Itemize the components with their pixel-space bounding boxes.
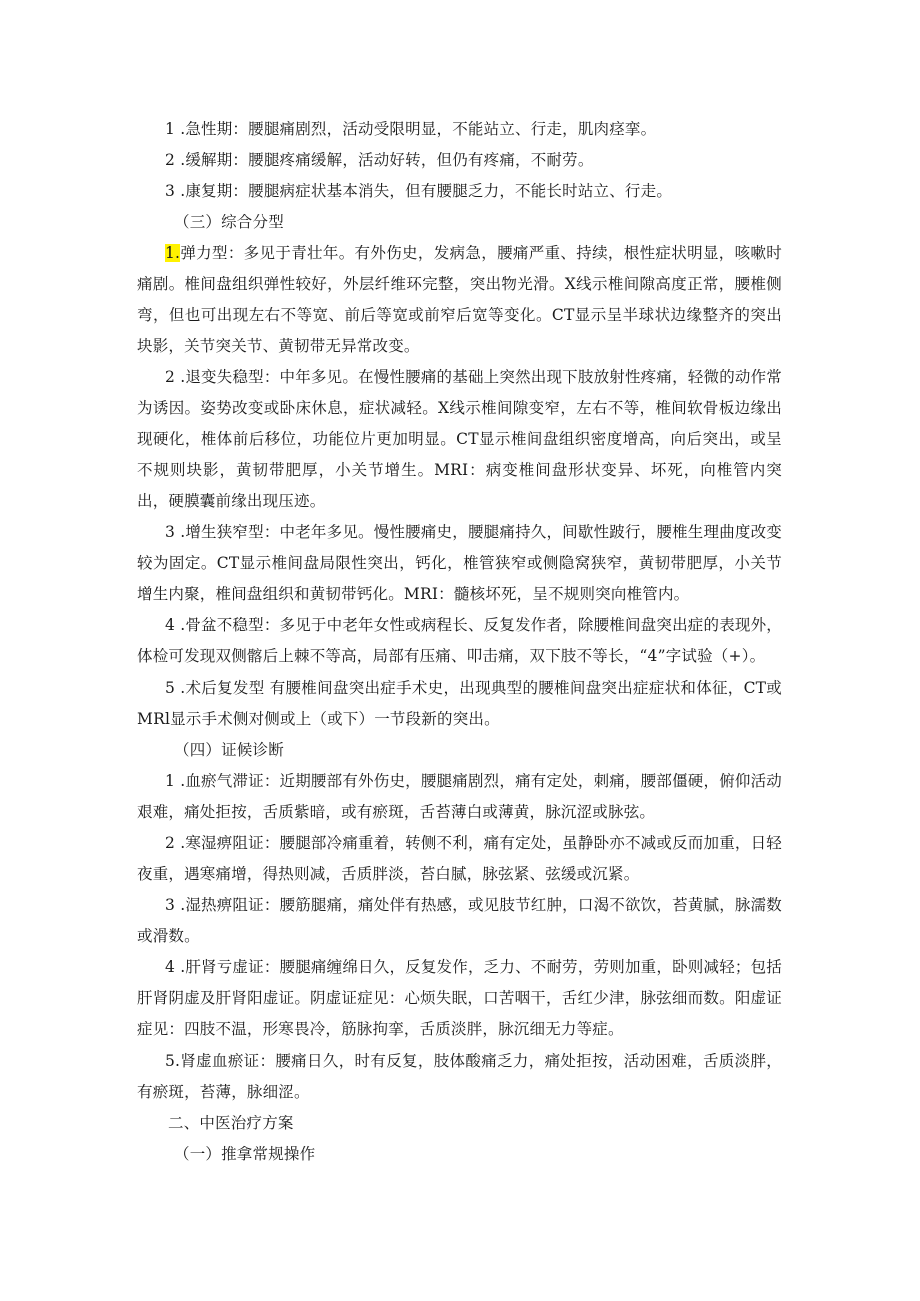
chapter-heading-2: 二、中医治疗方案: [168, 1114, 294, 1132]
syndrome-cold-damp: 2 .寒湿痹阻证：腰腿部冷痛重着，转侧不利，痛有定处，虽静卧亦不减或反而加重，日轻夜重，遇寒痛增，得热则减，舌质胖淡，苔白腻，脉弦紧、弦缓或沉紧。: [137, 834, 782, 883]
subsection-heading-1: （一）推拿常规操作: [174, 1145, 316, 1163]
section-heading-4: （四）证候诊断: [174, 741, 284, 759]
type-pelvic: 4 .骨盆不稳型：多见于中老年女性或病程长、反复发作者，除腰椎间盘突出症的表现外，体检可发现双侧髂后上棘不等高，局部有压痛、叩击痛，双下肢不等长，“4”字试验（+）。: [137, 616, 782, 665]
section-heading-3: （三）综合分型: [174, 213, 284, 231]
syndrome-liver-kidney: 4 .肝肾亏虚证：腰腿痛缠绵日久，反复发作，乏力、不耐劳，劳则加重，卧则减轻；包括肝肾阴虚及肝肾阳虚证。阴虚证症见：心烦失眠，口苦咽干，舌红少津，脉弦细而数。阳虚证症见：四肢不温，形寒畏冷，筋脉拘挛，舌质淡胖，脉沉细无力等症。: [137, 958, 782, 1038]
type-elastic-text: 弹力型：多见于青壮年。有外伤史，发病急，腰痛严重、持续，根性症状明显，咳嗽时痛剧。椎间盘组织弹性较好，外层纤维环完整，突出物光滑。X线示椎间隙高度正常，腰椎侧弯，但也可出现左右不等宽、前后等宽或前窄后宽等变化。CT显示呈半球状边缘整齐的突出块影，关节突关节、黄韧带无异常改变。: [137, 244, 782, 355]
type-degenerative: 2 .退变失稳型：中年多见。在慢性腰痛的基础上突然出现下肢放射性疼痛，轻微的动作常为诱因。姿势改变或卧床休息，症状减轻。X线示椎间隙变窄，左右不等，椎间软骨板边缘出现硬化，椎体前后移位，功能位片更加明显。CT显示椎间盘组织密度增高，向后突出，或呈不规则块影，黄韧带肥厚，小关节增生。MRI：病变椎间盘形状变异、坏死，向椎管内突出，硬膜囊前缘出现压迹。: [137, 368, 782, 510]
type-recurrence: 5 .术后复发型 有腰椎间盘突出症手术史，出现典型的腰椎间盘突出症症状和体征，CT或MRl显示手术侧对侧或上（或下）一节段新的突出。: [137, 679, 782, 728]
syndrome-damp-heat: 3 .湿热痹阻证：腰筋腿痛，痛处伴有热感，或见肢节红肿，口渴不欲饮，苔黄腻，脉濡数或滑数。: [137, 896, 782, 945]
stage-remission: 2 .缓解期：腰腿疼痛缓解，活动好转，但仍有疼痛，不耐劳。: [165, 151, 594, 169]
type-elastic: [137, 238, 782, 362]
highlight-mark: 1.: [165, 244, 181, 262]
type-stenosis: 3 .增生狭窄型：中老年多见。慢性腰痛史，腰腿痛持久，间歇性跛行，腰椎生理曲度改变较为固定。CT显示椎间盘局限性突出，钙化，椎管狭窄或侧隐窝狭窄，黄韧带肥厚，小关节增生内聚，椎间盘组织和黄韧带钙化。MRI：髓核坏死，呈不规则突向椎管内。: [137, 523, 782, 603]
syndrome-blood-stasis: 1 .血瘀气滞证：近期腰部有外伤史，腰腿痛剧烈，痛有定处，刺痛，腰部僵硬，俯仰活动艰难，痛处拒按，舌质紫暗，或有瘀斑，舌苔薄白或薄黄，脉沉涩或脉弦。: [137, 772, 782, 821]
syndrome-kidney-stasis: 5.肾虚血瘀证：腰痛日久，时有反复，肢体酸痛乏力，痛处拒按，活动困难，舌质淡胖，有瘀斑，苔薄，脉细涩。: [137, 1052, 782, 1101]
stage-acute: 1 .急性期：腰腿痛剧烈，活动受限明显，不能站立、行走，肌肉痉挛。: [165, 120, 657, 138]
stage-recovery: 3 .康复期：腰腿病症状基本消失，但有腰腿乏力，不能长时站立、行走。: [165, 182, 673, 200]
